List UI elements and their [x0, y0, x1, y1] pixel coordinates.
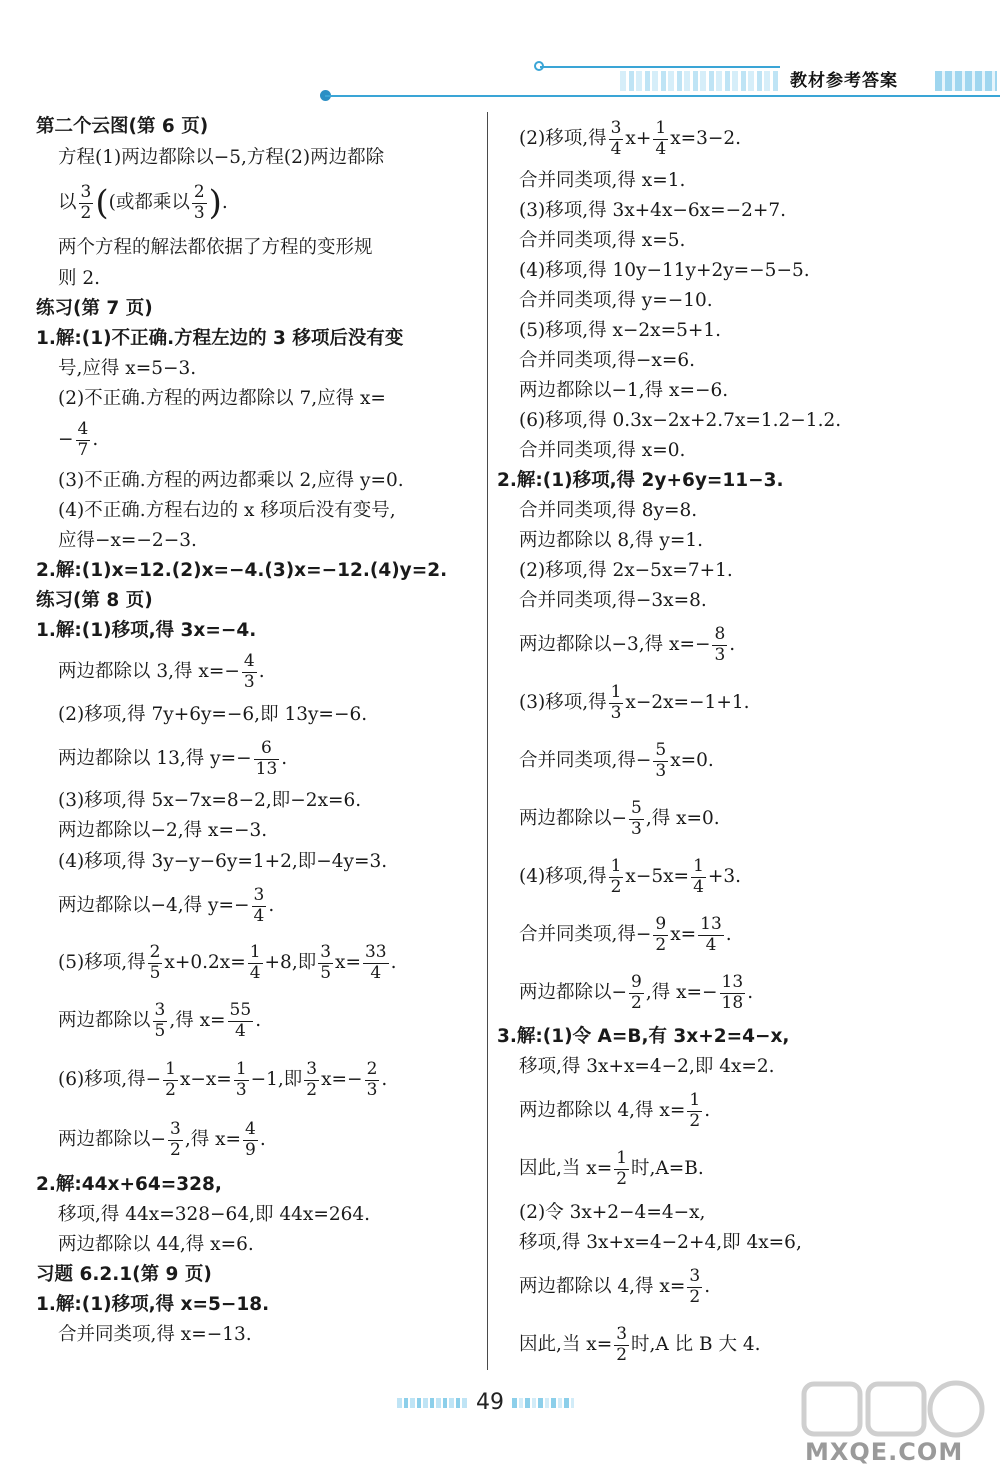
numerator: 1	[693, 855, 704, 876]
text-fragment: x=3−2.	[670, 128, 742, 149]
text-line: 移项,得 3x+x=4−2,即 4x=2.	[519, 1056, 775, 1077]
text-line: 则 2.	[58, 268, 101, 289]
denominator: 5	[320, 962, 332, 983]
text-line: 移项,得 3x+x=4−2+4,即 4x=6,	[519, 1232, 802, 1253]
fraction	[614, 1325, 629, 1365]
section-heading: 练习(第 7 页)	[36, 298, 153, 319]
text-line: 合并同类项,得 x=5.	[519, 230, 686, 251]
fraction	[242, 652, 257, 692]
denominator: 3	[366, 1079, 378, 1100]
text-fragment: .	[725, 924, 732, 945]
denominator: 2	[170, 1139, 181, 1160]
numerator: 3	[306, 1058, 318, 1079]
fraction	[234, 1060, 249, 1100]
denominator: 3	[243, 671, 255, 692]
text-line: (2)令 3x+2−4=4−x,	[519, 1202, 706, 1223]
header-pattern-band-right	[935, 71, 997, 91]
numerator: 1	[616, 1147, 628, 1168]
text-fragment: x=0.	[670, 750, 714, 771]
denominator: 3	[610, 702, 622, 723]
text-line: (4)不正确.方程右边的 x 移项后没有变号,	[58, 500, 396, 521]
fraction	[691, 857, 706, 897]
text-fragment: .	[281, 748, 288, 769]
text-fragment: x−5x=	[625, 866, 690, 887]
fraction	[614, 1149, 629, 1189]
fraction	[153, 1001, 168, 1041]
text-fragment: .	[92, 429, 99, 450]
denominator: 2	[655, 934, 667, 955]
text-fragment: (或都乘以	[108, 192, 190, 213]
text-fragment: ,得 x=	[169, 1010, 226, 1031]
text-fragment: ,得 x=−	[645, 982, 718, 1003]
denominator: 3	[655, 760, 667, 781]
answer-line: 2.解:44x+64=328,	[36, 1174, 222, 1195]
numerator: 4	[245, 1118, 256, 1139]
text-line-with-fractions	[36, 174, 476, 232]
fraction	[76, 420, 91, 460]
text-fragment: .	[259, 1129, 266, 1150]
numerator: 2	[149, 941, 161, 962]
numerator: 3	[80, 181, 92, 202]
text-line: 应得−x=−2−3.	[58, 530, 197, 551]
text-line: (5)移项,得 x−2x=5+1.	[519, 320, 722, 341]
paren-right: )	[208, 183, 222, 223]
text-fragment: .	[729, 634, 736, 655]
numerator: 13	[700, 913, 722, 934]
text-fragment: (2)移项,得	[519, 128, 607, 149]
text-fragment: 以	[58, 192, 77, 213]
text-fragment: 两边都除以	[58, 1010, 151, 1031]
denominator: 18	[721, 992, 744, 1013]
text-fragment: −	[145, 1069, 162, 1090]
text-fragment: x=−	[321, 1069, 363, 1090]
text-line-with-fractions	[36, 414, 476, 466]
text-fragment: .	[268, 895, 275, 916]
denominator: 7	[77, 439, 89, 460]
text-line: 两边都除以−2,得 x=−3.	[58, 820, 268, 841]
fraction	[252, 886, 267, 926]
text-line: (3)不正确.方程的两边都乘以 2,应得 y=0.	[58, 470, 404, 491]
text-line-with-fractions	[497, 848, 992, 906]
numerator: 13	[721, 971, 744, 992]
text-line: 合并同类项,得 y=−10.	[519, 290, 713, 311]
denominator: 5	[154, 1020, 166, 1041]
text-line-with-fractions	[36, 1050, 476, 1110]
denominator: 2	[631, 992, 642, 1013]
denominator: 4	[693, 876, 704, 897]
numerator: 5	[631, 797, 642, 818]
text-line: (2)移项,得 7y+6y=−6,即 13y=−6.	[58, 704, 368, 725]
numerator: 3	[610, 117, 622, 138]
text-line: 方程(1)两边都除以−5,方程(2)两边都除	[58, 147, 385, 168]
denominator: 5	[149, 962, 161, 983]
column-divider	[487, 112, 488, 1370]
text-line: (4)移项,得 10y−11y+2y=−5−5.	[519, 260, 810, 281]
numerator: 4	[77, 418, 89, 439]
text-fragment: 两边都除以 4,得 x=	[519, 1276, 686, 1297]
text-line: 合并同类项,得 x=−13.	[58, 1324, 252, 1345]
text-fragment: .	[255, 1010, 262, 1031]
text-line: (6)移项,得 0.3x−2x+2.7x=1.2−1.2.	[519, 410, 842, 431]
section-heading: 第二个云图(第 6 页)	[36, 116, 209, 137]
numerator: 5	[655, 739, 667, 760]
fraction	[712, 625, 727, 665]
text-fragment: 两边都除以−	[519, 808, 628, 829]
fraction	[318, 943, 333, 983]
footer-pattern-left	[397, 1398, 467, 1408]
header-rule-bottom	[325, 95, 1000, 97]
text-line: (2)不正确.方程的两边都除以 7,应得 x=	[58, 388, 386, 409]
fraction	[687, 1091, 702, 1131]
text-line-with-fractions	[36, 646, 476, 698]
text-fragment: −	[58, 429, 74, 450]
text-fragment: 合并同类项,得−	[519, 750, 652, 771]
denominator: 4	[249, 962, 261, 983]
fraction	[254, 739, 280, 779]
text-fragment: (3)移项,得	[519, 692, 607, 713]
fraction	[687, 1267, 702, 1307]
fraction	[243, 1120, 258, 1160]
numerator: 1	[610, 855, 622, 876]
fraction	[653, 915, 668, 955]
text-fragment: .	[390, 952, 397, 973]
fraction	[248, 943, 263, 983]
header-pattern-band	[620, 71, 780, 91]
numerator: 1	[610, 681, 622, 702]
text-line-with-fractions	[497, 616, 992, 674]
denominator: 9	[245, 1139, 256, 1160]
text-line-with-fractions	[497, 732, 992, 790]
text-fragment: 两边都除以 3,得 x=−	[58, 661, 240, 682]
fraction	[168, 1120, 183, 1160]
numerator: 1	[235, 1058, 247, 1079]
denominator: 4	[705, 934, 717, 955]
text-fragment: +3.	[707, 866, 742, 887]
text-line: 两边都除以 44,得 x=6.	[58, 1234, 254, 1255]
header-title: 教材参考答案	[790, 71, 898, 91]
denominator: 2	[306, 1079, 318, 1100]
denominator: 2	[616, 1168, 628, 1189]
numerator: 3	[170, 1118, 181, 1139]
text-fragment: ,得 x=0.	[645, 808, 720, 829]
numerator: 8	[714, 623, 726, 644]
text-line: 合并同类项,得 8y=8.	[519, 500, 698, 521]
text-line: 移项,得 44x=328−64,即 44x=264.	[58, 1204, 371, 1225]
answer-line: 2.解:(1)x=12.(2)x=−4.(3)x=−12.(4)y=2.	[36, 560, 448, 581]
section-heading: 习题 6.2.1(第 9 页)	[36, 1264, 212, 1285]
text-fragment: x−2x=−1+1.	[625, 692, 750, 713]
text-line: 合并同类项,得−3x=8.	[519, 590, 707, 611]
denominator: 3	[714, 644, 726, 665]
fraction	[720, 973, 746, 1013]
numerator: 33	[364, 941, 387, 962]
text-line: 两边都除以 8,得 y=1.	[519, 530, 704, 551]
numerator: 4	[243, 650, 255, 671]
text-line-with-fractions	[36, 732, 476, 786]
answer-line: 1.解:(1)移项,得 3x=−4.	[36, 620, 257, 641]
numerator: 1	[689, 1089, 701, 1110]
page-number: 49	[476, 1390, 504, 1415]
text-fragment: 因此,当 x=	[519, 1158, 613, 1179]
text-line: (3)移项,得 5x−7x=8−2,即−2x=6.	[58, 790, 362, 811]
numerator: 3	[689, 1265, 701, 1286]
denominator: 2	[610, 876, 622, 897]
text-fragment: 两边都除以−	[519, 982, 628, 1003]
answer-line: 3.解:(1)令 A=B,有 3x+2=4−x,	[497, 1026, 790, 1047]
fraction	[653, 741, 668, 781]
text-line-with-fractions	[497, 906, 992, 964]
text-fragment: 两边都除以−3,得 x=−	[519, 634, 711, 655]
text-fragment: 两边都除以 13,得 y=−	[58, 748, 252, 769]
text-fragment: ,得 x=	[184, 1129, 242, 1150]
fraction	[148, 943, 163, 983]
text-fragment: x=	[335, 952, 361, 973]
text-fragment: x+	[625, 128, 652, 149]
text-fragment: 两边都除以−4,得 y=−	[58, 895, 250, 916]
denominator: 2	[80, 202, 92, 223]
fraction	[365, 1060, 380, 1100]
text-line-with-fractions	[36, 1110, 476, 1170]
numerator: 9	[655, 913, 667, 934]
text-line-with-fractions	[497, 112, 992, 166]
text-line: 两个方程的解法都依据了方程的变形规	[58, 237, 373, 258]
text-line-with-fractions	[497, 1082, 992, 1140]
paren-left: (	[95, 183, 109, 223]
text-fragment: +8,即	[264, 952, 317, 973]
numerator: 3	[320, 941, 332, 962]
numerator: 3	[154, 999, 166, 1020]
denominator: 4	[655, 138, 667, 159]
text-fragment: (4)移项,得	[519, 866, 607, 887]
text-line: (3)移项,得 3x+4x−6x=−2+7.	[519, 200, 787, 221]
numerator: 1	[655, 117, 667, 138]
denominator: 2	[689, 1286, 701, 1307]
text-line: 合并同类项,得 x=0.	[519, 440, 686, 461]
text-fragment: 合并同类项,得−	[519, 924, 652, 945]
right-column	[497, 112, 992, 1374]
text-fragment: 因此,当 x=	[519, 1334, 613, 1355]
fraction	[629, 973, 644, 1013]
text-line: 号,应得 x=5−3.	[58, 358, 197, 379]
text-line: 合并同类项,得 x=1.	[519, 170, 686, 191]
answer-line: 1.解:(1)不正确.方程左边的 3 移项后没有变	[36, 328, 404, 349]
text-line-with-fractions	[36, 878, 476, 934]
fraction	[609, 857, 624, 897]
text-line-with-fractions	[36, 992, 476, 1050]
text-fragment: .	[704, 1276, 711, 1297]
denominator: 4	[610, 138, 622, 159]
text-fragment: .	[704, 1100, 711, 1121]
text-line: (2)移项,得 2x−5x=7+1.	[519, 560, 733, 581]
text-line: (4)移项,得 3y−y−6y=1+2,即−4y=3.	[58, 851, 388, 872]
section-heading: 练习(第 8 页)	[36, 590, 153, 611]
text-fragment: .	[381, 1069, 388, 1090]
fraction	[653, 119, 668, 159]
text-fragment: .	[258, 661, 265, 682]
answer-line: 1.解:(1)移项,得 x=5−18.	[36, 1294, 270, 1315]
fraction	[79, 183, 94, 223]
text-fragment: (6)移项,得	[58, 1069, 146, 1090]
fraction	[629, 799, 644, 839]
text-line-with-fractions	[497, 790, 992, 848]
denominator: 2	[165, 1079, 176, 1100]
text-fragment: x−x=	[179, 1069, 232, 1090]
numerator: 2	[193, 181, 205, 202]
text-line: 合并同类项,得−x=6.	[519, 350, 695, 371]
text-fragment: x=	[670, 924, 697, 945]
fraction	[609, 119, 624, 159]
footer-pattern-right	[512, 1398, 574, 1408]
text-line-with-fractions	[497, 1258, 992, 1316]
denominator: 4	[253, 905, 265, 926]
text-line-with-fractions	[36, 934, 476, 992]
text-fragment: (5)移项,得	[58, 952, 146, 973]
denominator: 3	[235, 1079, 247, 1100]
denominator: 4	[370, 962, 382, 983]
fraction	[163, 1060, 178, 1100]
text-line-with-fractions	[497, 674, 992, 732]
text-line-with-fractions	[497, 1140, 992, 1198]
fraction	[228, 1001, 254, 1041]
text-fragment: .	[747, 982, 754, 1003]
fraction	[609, 683, 624, 723]
text-line-with-fractions	[497, 964, 992, 1022]
numerator: 6	[254, 739, 280, 760]
text-fragment: −1,即	[250, 1069, 303, 1090]
fraction	[192, 183, 207, 223]
denominator: 3	[631, 818, 642, 839]
text-fragment: x+0.2x=	[164, 952, 246, 973]
numerator: 1	[165, 1058, 176, 1079]
numerator: 2	[366, 1058, 378, 1079]
header-rule-top	[540, 66, 780, 68]
numerator: 9	[631, 971, 642, 992]
text-fragment: 两边都除以−	[58, 1129, 167, 1150]
answer-line: 2.解:(1)移项,得 2y+6y=11−3.	[497, 470, 784, 491]
left-column	[36, 112, 476, 1350]
fraction	[698, 915, 724, 955]
watermark-site: MXQE.COM	[805, 1438, 964, 1466]
denominator: 13	[255, 758, 278, 779]
numerator: 3	[616, 1323, 628, 1344]
text-line-with-fractions	[497, 1316, 992, 1374]
text-fragment: 两边都除以 4,得 x=	[519, 1100, 686, 1121]
fraction	[304, 1060, 319, 1100]
numerator: 1	[249, 941, 261, 962]
denominator: 2	[689, 1110, 701, 1131]
denominator: 3	[193, 202, 205, 223]
numerator: 55	[229, 999, 252, 1020]
fraction	[363, 943, 389, 983]
text-fragment: 时,A 比 B 大 4.	[631, 1334, 761, 1355]
denominator: 4	[234, 1020, 246, 1041]
text-line: 两边都除以−1,得 x=−6.	[519, 380, 729, 401]
numerator: 3	[253, 884, 265, 905]
denominator: 2	[616, 1344, 628, 1365]
text-fragment: 时,A=B.	[631, 1158, 704, 1179]
text-fragment: .	[221, 192, 228, 213]
